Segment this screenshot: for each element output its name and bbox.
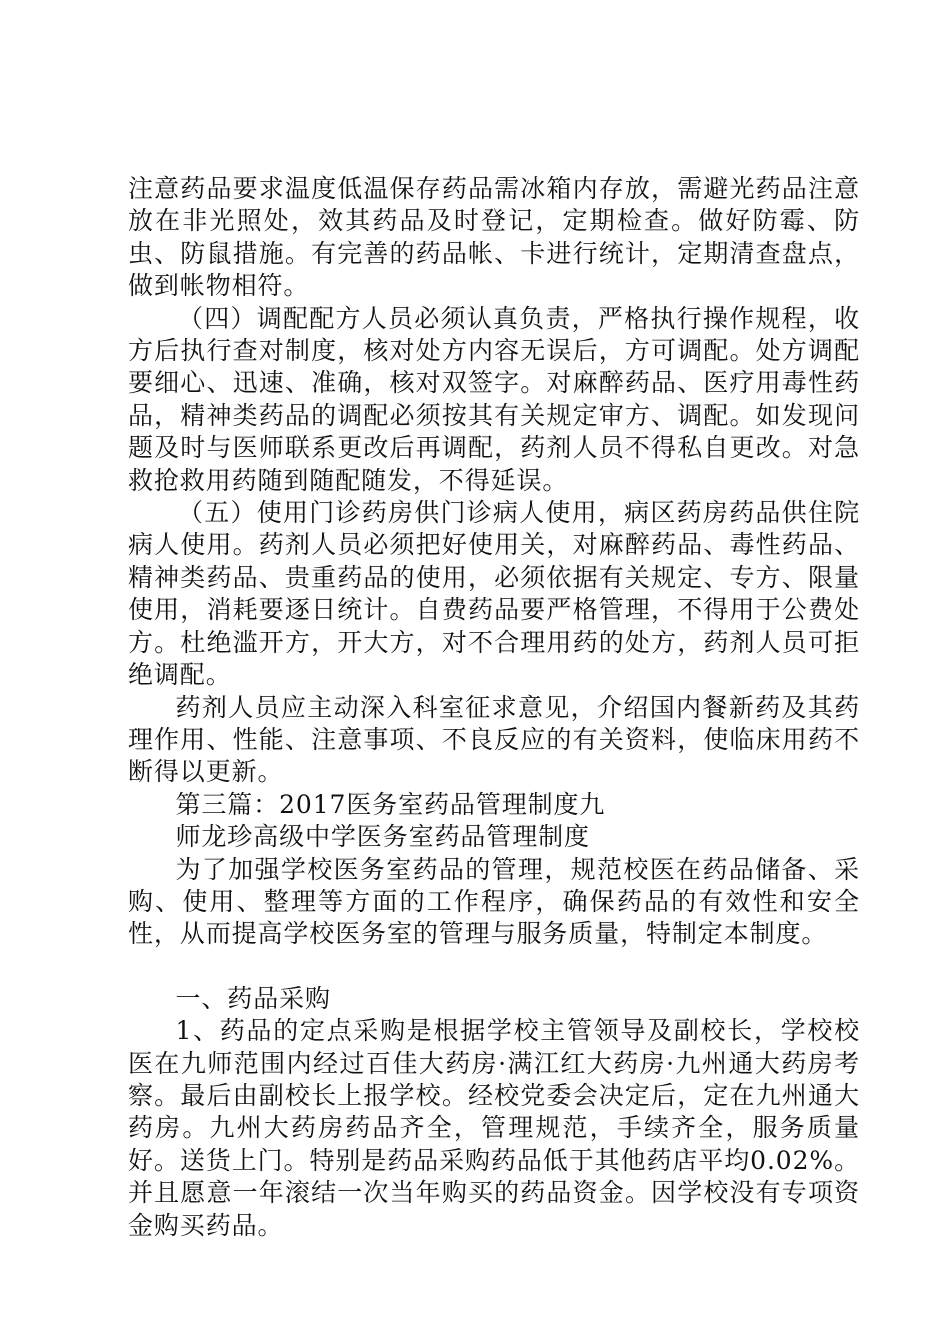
section-heading-procurement: 一、药品采购 xyxy=(175,983,331,1013)
paragraph-pharmacist-duties: 药剂人员应主动深入科室征求意见，介绍国内餐新药及其药理作用、性能、注意事项、不良反应的有关资料，使临床用药不断得以更新。 xyxy=(128,692,860,787)
paragraph-storage-continued: 注意药品要求温度低温保存药品需冰箱内存放，需避光药品注意放在非光照处，效其药品及时登记，定期检查。做好防霉、防虫、防鼠措施。有完善的药品帐、卡进行统计，定期清查盘点，做到帐物相符。 xyxy=(128,174,860,301)
blank-line xyxy=(128,951,860,983)
chapter-heading: 第三篇：2017医务室药品管理制度九 xyxy=(175,789,606,819)
document-body xyxy=(128,173,860,1242)
paragraph-procurement-item-1: 1、药品的定点采购是根据学校主管领导及副校长，学校校医在九师范围内经过百佳大药房·满江红大药房·九州通大药房考察。最后由副校长上报学校。经校党委会决定后，定在九州通大药房。九州大药房药品齐全，管理规范，手续齐全，服务质量好。送货上门。特别是药品采购药品低于其他药店平均0.02%。并且愿意一年滚结一次当年购买的药品资金。因学校没有专项资金购买药品。 xyxy=(128,1016,860,1240)
paragraph-purpose: 为了加强学校医务室药品的管理，规范校医在药品储备、采购、使用、整理等方面的工作程序，确保药品的有效性和安全性，从而提高学校医务室的管理与服务质量，特制定本制度。 xyxy=(128,854,860,949)
paragraph-section-four: （四）调配配方人员必须认真负责，严格执行操作规程，收方后执行查对制度，核对处方内容无误后，方可调配。处方调配要细心、迅速、准确，核对双签字。对麻醉药品、医疗用毒性药品，精神类药品的调配必须按其有关规定审方、调配。如发现问题及时与医师联系更改后再调配，药剂人员不得私自更改。对急救抢救用药随到随配随发，不得延误。 xyxy=(128,303,860,495)
paragraph-section-five: （五）使用门诊药房供门诊病人使用，病区药房药品供住院病人使用。药剂人员必须把好使用关，对麻醉药品、毒性药品、精神类药品、贵重药品的使用，必须依据有关规定、专方、限量使用，消耗要逐日统计。自费药品要严格管理，不得用于公费处方。杜绝滥开方，开大方，对不合理用药的处方，药剂人员可拒绝调配。 xyxy=(128,498,860,690)
document-title: 师龙珍高级中学医务室药品管理制度 xyxy=(175,822,590,852)
